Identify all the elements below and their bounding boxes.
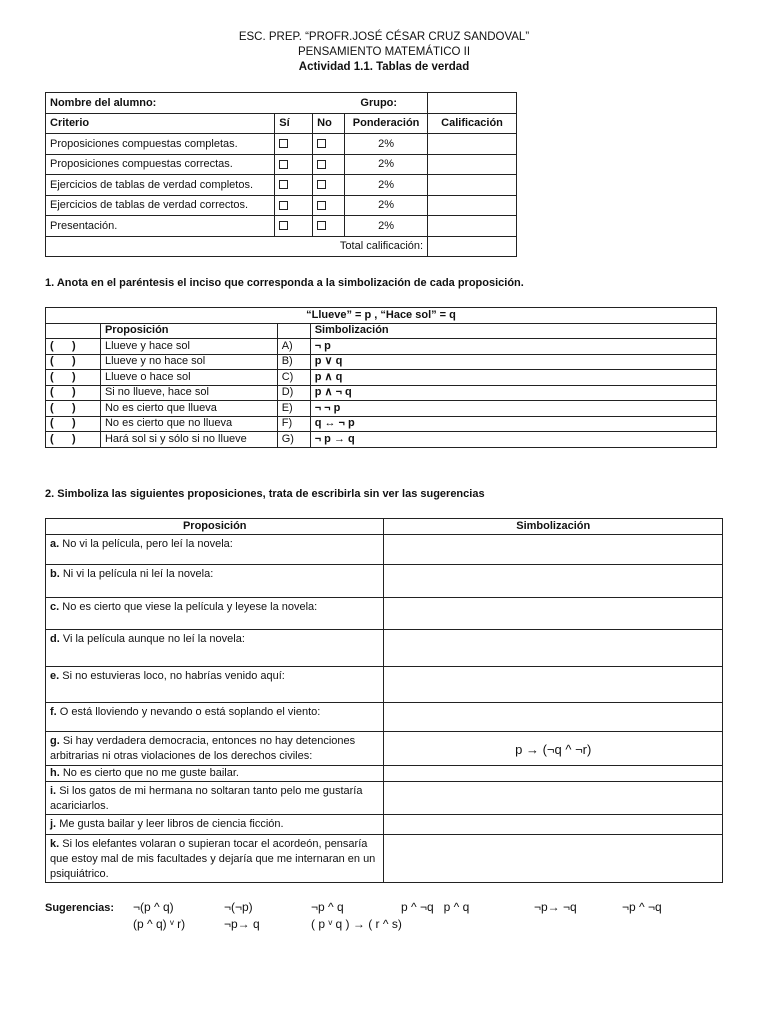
grade-cell[interactable] <box>428 175 517 196</box>
rubric-row <box>46 195 517 216</box>
rubric-header-criterion: Criterio <box>46 113 275 134</box>
exercise-row <box>46 535 723 565</box>
suggestions-label: Sugerencias: <box>45 902 115 914</box>
symbol-text: ¬ p <box>310 339 716 355</box>
yes-checkbox[interactable] <box>279 180 288 189</box>
option-letter: E) <box>277 401 310 417</box>
exercise-text: d. Vi la película aunque no leí la novela: <box>46 630 384 667</box>
grade-cell[interactable] <box>428 216 517 237</box>
weight-value: 2% <box>345 175 428 196</box>
total-label: Total calificación: <box>46 236 428 257</box>
exercise-text: e. Si no estuvieras loco, no habrías venido aquí: <box>46 667 384 703</box>
exercise-text: a. No vi la película, pero leí la novela: <box>46 535 384 565</box>
answer-cell[interactable] <box>384 565 723 598</box>
exercise-text: b. Ni vi la película ni leí la novela: <box>46 565 384 598</box>
symbol-text: q ↔ ¬ p <box>310 416 716 432</box>
match-row <box>46 416 717 432</box>
suggestion-item: ¬p→ ¬q <box>534 900 577 914</box>
section1-title: 1. Anota en el paréntesis el inciso que corresponda a la simbolización de cada proposición. <box>45 277 524 289</box>
answer-parenthesis[interactable]: ( ) <box>46 401 101 417</box>
rubric-header-no: No <box>313 113 345 134</box>
activity-title: Actividad 1.1. Tablas de verdad <box>298 61 470 73</box>
rubric-row <box>46 154 517 175</box>
symbol-text: ¬ p → q <box>310 432 716 448</box>
answer-cell[interactable] <box>384 667 723 703</box>
exercise-text: j. Me gusta bailar y leer libros de ciencia ficción. <box>46 815 384 835</box>
proposition-text: Llueve y no hace sol <box>100 354 277 370</box>
proposition-text: No es cierto que llueva <box>100 401 277 417</box>
exercise-row <box>46 565 723 598</box>
col-symbolization: Simbolización <box>384 519 723 535</box>
proposition-text: Llueve y hace sol <box>100 339 277 355</box>
exercise-row <box>46 703 723 732</box>
rubric-row <box>46 175 517 196</box>
option-letter: C) <box>277 370 310 386</box>
criterion-text: Presentación. <box>46 216 275 237</box>
symbol-text: p ∨ q <box>310 354 716 370</box>
suggestion-item: ¬p ^ q <box>311 900 344 914</box>
yes-checkbox[interactable] <box>279 221 288 230</box>
option-letter: A) <box>277 339 310 355</box>
proposition-text: Si no llueve, hace sol <box>100 385 277 401</box>
answer-cell[interactable] <box>384 782 723 815</box>
match-row <box>46 354 717 370</box>
exercise-row <box>46 815 723 835</box>
suggestion-item: ¬(p ^ q) <box>133 900 174 914</box>
exercise-row <box>46 667 723 703</box>
answer-parenthesis[interactable]: ( ) <box>46 385 101 401</box>
exercise-row <box>46 598 723 630</box>
weight-value: 2% <box>345 154 428 175</box>
answer-cell[interactable] <box>384 598 723 630</box>
match-row <box>46 385 717 401</box>
exercise-text: c. No es cierto que viese la película y leyese la novela: <box>46 598 384 630</box>
group-field[interactable] <box>428 93 517 114</box>
symbolization-match-table <box>45 307 717 448</box>
weight-value: 2% <box>345 216 428 237</box>
rubric-header-grade: Calificación <box>428 113 517 134</box>
answer-cell[interactable] <box>384 766 723 782</box>
symbol-text: ¬ ¬ p <box>310 401 716 417</box>
suggestion-item: p ^ ¬q p ^ q <box>401 900 470 914</box>
suggestion-item: (p ^ q) ᵛ r) <box>133 917 186 931</box>
match-row <box>46 432 717 448</box>
proposition-text: No es cierto que no llueva <box>100 416 277 432</box>
yes-checkbox[interactable] <box>279 201 288 210</box>
answer-parenthesis[interactable]: ( ) <box>46 416 101 432</box>
school-name: ESC. PREP. “PROFR.JOSÉ CÉSAR CRUZ SANDOVAL” <box>238 31 530 43</box>
yes-checkbox[interactable] <box>279 139 288 148</box>
option-letter: B) <box>277 354 310 370</box>
criterion-text: Ejercicios de tablas de verdad completos. <box>46 175 275 196</box>
document-header <box>0 30 768 75</box>
match-row <box>46 339 717 355</box>
criterion-text: Ejercicios de tablas de verdad correctos. <box>46 195 275 216</box>
grade-cell[interactable] <box>428 154 517 175</box>
yes-checkbox[interactable] <box>279 160 288 169</box>
symbolize-table <box>45 518 723 883</box>
option-letter: F) <box>277 416 310 432</box>
col-proposition: Proposición <box>100 323 277 339</box>
suggestion-item: ¬(¬p) <box>224 900 253 914</box>
option-letter: G) <box>277 432 310 448</box>
no-checkbox[interactable] <box>317 201 326 210</box>
rubric-header-weight: Ponderación <box>345 113 428 134</box>
no-checkbox[interactable] <box>317 180 326 189</box>
proposition-text: Llueve o hace sol <box>100 370 277 386</box>
answer-cell[interactable] <box>384 630 723 667</box>
symbol-text: p ∧ ¬ q <box>310 385 716 401</box>
exercise-text: g. Si hay verdadera democracia, entonces no hay detenciones arbitrarias ni otras violaciones de los derechos civiles: <box>46 732 384 766</box>
exercise-row <box>46 782 723 815</box>
exercise-row <box>46 835 723 883</box>
grade-cell[interactable] <box>428 134 517 155</box>
answer-parenthesis[interactable]: ( ) <box>46 339 101 355</box>
suggestion-item: ( p ᵛ q ) → ( r ^ s) <box>311 917 402 931</box>
exercise-text: i. Si los gatos de mi hermana no soltaran tanto pelo me gustaría acariciarlos. <box>46 782 384 815</box>
criterion-text: Proposiciones compuestas correctas. <box>46 154 275 175</box>
weight-value: 2% <box>345 195 428 216</box>
col-proposition: Proposición <box>46 519 384 535</box>
suggestion-item: ¬p→ q <box>224 917 260 931</box>
suggestion-item: ¬p ^ ¬q <box>622 900 662 914</box>
proposition-text: Hará sol si y sólo si no llueve <box>100 432 277 448</box>
exercise-text: f. O está lloviendo y nevando o está soplando el viento: <box>46 703 384 732</box>
no-checkbox[interactable] <box>317 160 326 169</box>
match-row <box>46 401 717 417</box>
answer-parenthesis[interactable]: ( ) <box>46 354 101 370</box>
section2-title: 2. Simboliza las siguientes proposiciones, trata de escribirla sin ver las sugerencias <box>45 488 485 500</box>
grade-cell[interactable] <box>428 195 517 216</box>
criterion-text: Proposiciones compuestas completas. <box>46 134 275 155</box>
symbol-text: p ∧ q <box>310 370 716 386</box>
answer-cell[interactable]: p → (¬q ^ ¬r) <box>384 732 723 766</box>
subject-name: PENSAMIENTO MATEMÁTICO II <box>297 46 471 58</box>
answer-cell[interactable] <box>384 815 723 835</box>
answer-parenthesis[interactable]: ( ) <box>46 432 101 448</box>
rubric-table <box>45 92 517 257</box>
rubric-header-yes: Sí <box>275 113 313 134</box>
exercise-row <box>46 732 723 766</box>
exercise-row <box>46 630 723 667</box>
rubric-row <box>46 216 517 237</box>
weight-value: 2% <box>345 134 428 155</box>
exercise-text: h. No es cierto que no me guste bailar. <box>46 766 384 782</box>
total-grade-cell[interactable] <box>428 236 517 257</box>
match-row <box>46 370 717 386</box>
answer-cell[interactable] <box>384 703 723 732</box>
rubric-row <box>46 134 517 155</box>
col-symbolization: Simbolización <box>310 323 716 339</box>
variables-legend: “Llueve” = p , “Hace sol” = q <box>46 308 717 324</box>
exercise-text: k. Si los elefantes volaran o supieran tocar el acordeón, pensaría que estoy mal de mis facultades y dejaría que me internaran en un psiquiátrico. <box>46 835 384 883</box>
group-label: Grupo: <box>360 96 398 109</box>
student-name-field[interactable]: Nombre del alumno: Grupo: <box>46 93 428 114</box>
answer-parenthesis[interactable]: ( ) <box>46 370 101 386</box>
no-checkbox[interactable] <box>317 221 326 230</box>
no-checkbox[interactable] <box>317 139 326 148</box>
answer-cell[interactable] <box>384 535 723 565</box>
exercise-row <box>46 766 723 782</box>
answer-cell[interactable] <box>384 835 723 883</box>
option-letter: D) <box>277 385 310 401</box>
